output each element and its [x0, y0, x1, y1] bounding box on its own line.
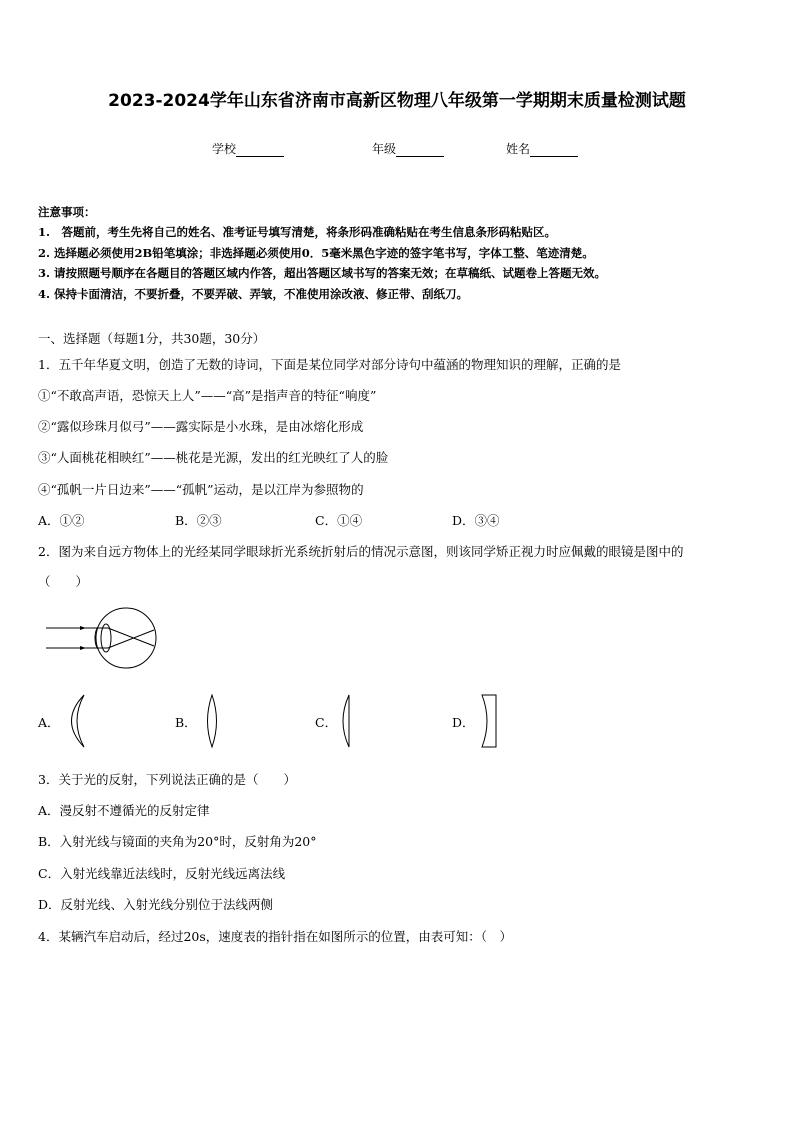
q1-option-d[interactable]: D．③④ — [452, 513, 500, 528]
arrow-icon — [80, 626, 86, 630]
plano-convex-lens-icon[interactable] — [337, 692, 357, 750]
q1-option-c[interactable]: C．①④ — [315, 513, 363, 528]
eye-diagram — [40, 605, 165, 670]
q3-option-a[interactable]: A．漫反射不遵循光的反射定律 — [38, 803, 210, 818]
q2-option-d[interactable]: D． — [452, 715, 475, 730]
arrow-icon — [80, 646, 86, 650]
page-title: 2023-2024学年山东省济南市高新区物理八年级第一学期期末质量检测试题 — [108, 91, 686, 111]
notice-item: 4. 保持卡面清洁，不要折叠，不要弄破、弄皱，不准使用涂改液、修正带、刮纸刀。 — [38, 287, 469, 301]
q4-stem: 4．某辆汽车启动后，经过20s，速度表的指针指在如图所示的位置，由表可知：（ ） — [38, 929, 513, 944]
school-blank[interactable] — [236, 143, 284, 157]
convex-lens-icon[interactable] — [201, 692, 223, 750]
notice-item: 2. 选择题必须使用2B铅笔填涂；非选择题必须使用0．5毫米黑色字迹的签字笔书写，字体工整、笔迹清楚。 — [38, 246, 594, 260]
q1-option-a[interactable]: A．①② — [38, 513, 85, 528]
grade-blank[interactable] — [396, 143, 444, 157]
q2-option-a[interactable]: A． — [38, 715, 60, 730]
q2-option-b[interactable]: B． — [175, 715, 197, 730]
refracted-ray-top — [108, 628, 154, 646]
q1-item: ④“孤帆一片日边来”——“孤帆”运动，是以江岸为参照物的 — [38, 482, 364, 497]
grade-field — [372, 140, 444, 157]
name-label: 姓名 — [506, 142, 531, 156]
q1-option-b[interactable]: B．②③ — [175, 513, 222, 528]
name-field — [506, 140, 578, 157]
name-blank[interactable] — [530, 143, 578, 157]
q1-item: ①“不敢高声语，恐惊天上人”——“高”是指声音的特征“响度” — [38, 388, 377, 403]
plano-concave-lens-icon[interactable] — [478, 692, 500, 750]
school-label: 学校 — [212, 142, 237, 156]
q3-option-b[interactable]: B．入射光线与镜面的夹角为20°时，反射角为20° — [38, 834, 317, 849]
grade-label: 年级 — [372, 142, 397, 156]
school-field — [212, 140, 284, 157]
q3-option-d[interactable]: D．反射光线、入射光线分别位于法线两侧 — [38, 897, 274, 912]
q2-stem: 2．图为来自远方物体上的光经某同学眼球折光系统折射后的情况示意图，则该同学矫正视力时应佩戴的眼镜是图中的 — [38, 544, 684, 559]
q2-option-c[interactable]: C． — [315, 715, 338, 730]
section-heading: 一、选择题（每题1分，共30题，30分） — [38, 331, 266, 346]
notice-item: 1. 答题前，考生先将自己的姓名、准考证号填写清楚，将条形码准确粘贴在考生信息条形码粘贴区。 — [38, 225, 556, 239]
q2-paren: （ ） — [38, 574, 89, 589]
q1-item: ②“露似珍珠月似弓”——露实际是小水珠，是由冰熔化形成 — [38, 419, 364, 434]
q1-stem: 1．五千年华夏文明，创造了无数的诗词，下面是某位同学对部分诗句中蕴涵的物理知识的理解，正确的是 — [38, 357, 621, 372]
concave-meniscus-lens-icon[interactable] — [62, 692, 92, 750]
q3-option-c[interactable]: C．入射光线靠近法线时，反射光线远离法线 — [38, 866, 286, 881]
notice-item: 3. 请按照题号顺序在各题目的答题区域内作答，超出答题区域书写的答案无效；在草稿纸、试题卷上答题无效。 — [38, 266, 607, 280]
refracted-ray-bottom — [108, 630, 154, 648]
notice-heading: 注意事项： — [38, 205, 96, 219]
q1-item: ③“人面桃花相映红”——桃花是光源，发出的红光映红了人的脸 — [38, 450, 389, 465]
eyeball — [96, 608, 156, 668]
q3-stem: 3．关于光的反射，下列说法正确的是（ ） — [38, 772, 296, 787]
